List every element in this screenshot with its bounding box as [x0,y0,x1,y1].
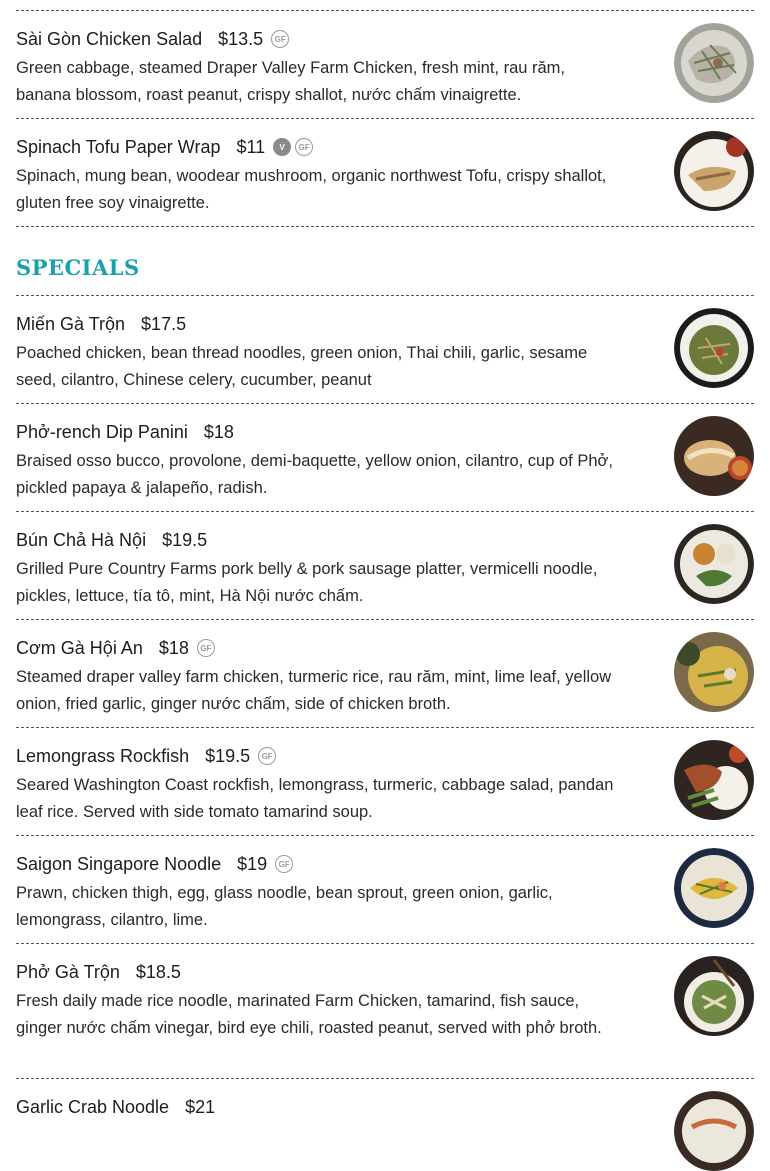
item-name: Phở-rench Dip Panini [16,421,188,442]
menu-item[interactable] [16,296,754,403]
item-name: Saigon Singapore Noodle [16,853,222,874]
item-name: Lemongrass Rockfish [16,745,190,766]
item-name: Miến Gà Trộn [16,313,126,334]
item-price: $19 [237,853,268,874]
gluten-free-icon: GF [197,639,215,657]
item-title-row [16,1095,215,1119]
dish-photo[interactable] [674,131,754,211]
item-title-row [16,312,186,336]
menu-item[interactable] [16,119,754,226]
item-name: Phở Gà Trộn [16,961,120,982]
dish-photo[interactable] [674,416,754,496]
item-price: $13.5 [218,28,264,49]
gluten-free-icon: GF [271,30,289,48]
item-description: Fresh daily made rice noodle, marinated Farm Chicken, tamarind, fish sauce, ginger nước chấm vinegar, bird eye chili, roasted peanut, served with phở broth. [16,992,602,1037]
item-price: $18.5 [135,961,181,982]
gluten-free-icon: GF [275,855,293,873]
dish-photo[interactable] [674,632,754,712]
item-title-row [16,744,276,768]
item-description: Grilled Pure Country Farms pork belly & pork sausage platter, vermicelli noodle, pickles, lettuce, tía tô, mint, Hà Nội nước chấm. [16,560,598,605]
dish-photo[interactable] [674,1091,754,1171]
menu-item[interactable] [16,836,754,943]
section-header [16,227,754,295]
menu-list [16,0,754,1139]
item-description: Seared Washington Coast rockfish, lemongrass, turmeric, cabbage salad, pandan leaf rice. Served with side tomato tamarind soup. [16,776,614,821]
item-description: Poached chicken, bean thread noodles, green onion, Thai chili, garlic, sesame seed, cilantro, Chinese celery, cucumber, peanut [16,344,588,389]
menu-item[interactable] [16,1079,754,1139]
item-price: $18 [203,421,234,442]
section-title: SPECIALS [16,255,140,280]
item-name: Bún Chả Hà Nội [16,529,147,550]
dish-photo[interactable] [674,524,754,604]
item-title-row [16,528,207,552]
item-price: $21 [185,1096,216,1117]
item-price: $19.5 [205,745,251,766]
item-title-row [16,135,313,159]
item-description: Prawn, chicken thigh, egg, glass noodle, bean sprout, green onion, garlic, lemongrass, cilantro, lime. [16,884,553,929]
item-price: $19.5 [162,529,208,550]
menu-item[interactable] [16,11,754,118]
item-price: $18 [158,637,189,658]
item-price: $11 [236,136,266,157]
item-title-row [16,27,289,51]
item-name: Sài Gòn Chicken Salad [16,28,203,49]
item-description: Steamed draper valley farm chicken, turmeric rice, rau răm, mint, lime leaf, yellow onion, fried garlic, ginger nước chấm, side of chicken broth. [16,668,612,713]
gluten-free-icon: GF [258,747,276,765]
vegetarian-icon: V [273,138,291,156]
item-price: $17.5 [141,313,187,334]
menu-item[interactable] [16,404,754,511]
item-name: Spinach Tofu Paper Wrap [16,136,221,157]
item-title-row [16,852,293,876]
gluten-free-icon: GF [295,138,313,156]
menu-item[interactable] [16,728,754,835]
dish-photo[interactable] [674,23,754,103]
menu-item[interactable] [16,512,754,619]
menu-item[interactable] [16,944,754,1078]
dish-photo[interactable] [674,956,754,1036]
dish-photo[interactable] [674,848,754,928]
item-description: Spinach, mung bean, woodear mushroom, organic northwest Tofu, crispy shallot, gluten free soy vinaigrette. [16,167,607,212]
dish-photo[interactable] [674,308,754,388]
item-title-row [16,420,234,444]
menu-item[interactable] [16,620,754,727]
item-title-row [16,960,181,984]
item-description: Green cabbage, steamed Draper Valley Farm Chicken, fresh mint, rau răm, banana blossom, roast peanut, crispy shallot, nước chấm vinaigrette. [16,59,566,104]
dish-photo[interactable] [674,740,754,820]
item-title-row [16,636,215,660]
item-description: Braised osso bucco, provolone, demi-baquette, yellow onion, cilantro, cup of Phở, pickled papaya & jalapeño, radish. [16,452,613,497]
item-name: Cơm Gà Hội An [16,637,143,658]
item-name: Garlic Crab Noodle [16,1096,170,1117]
